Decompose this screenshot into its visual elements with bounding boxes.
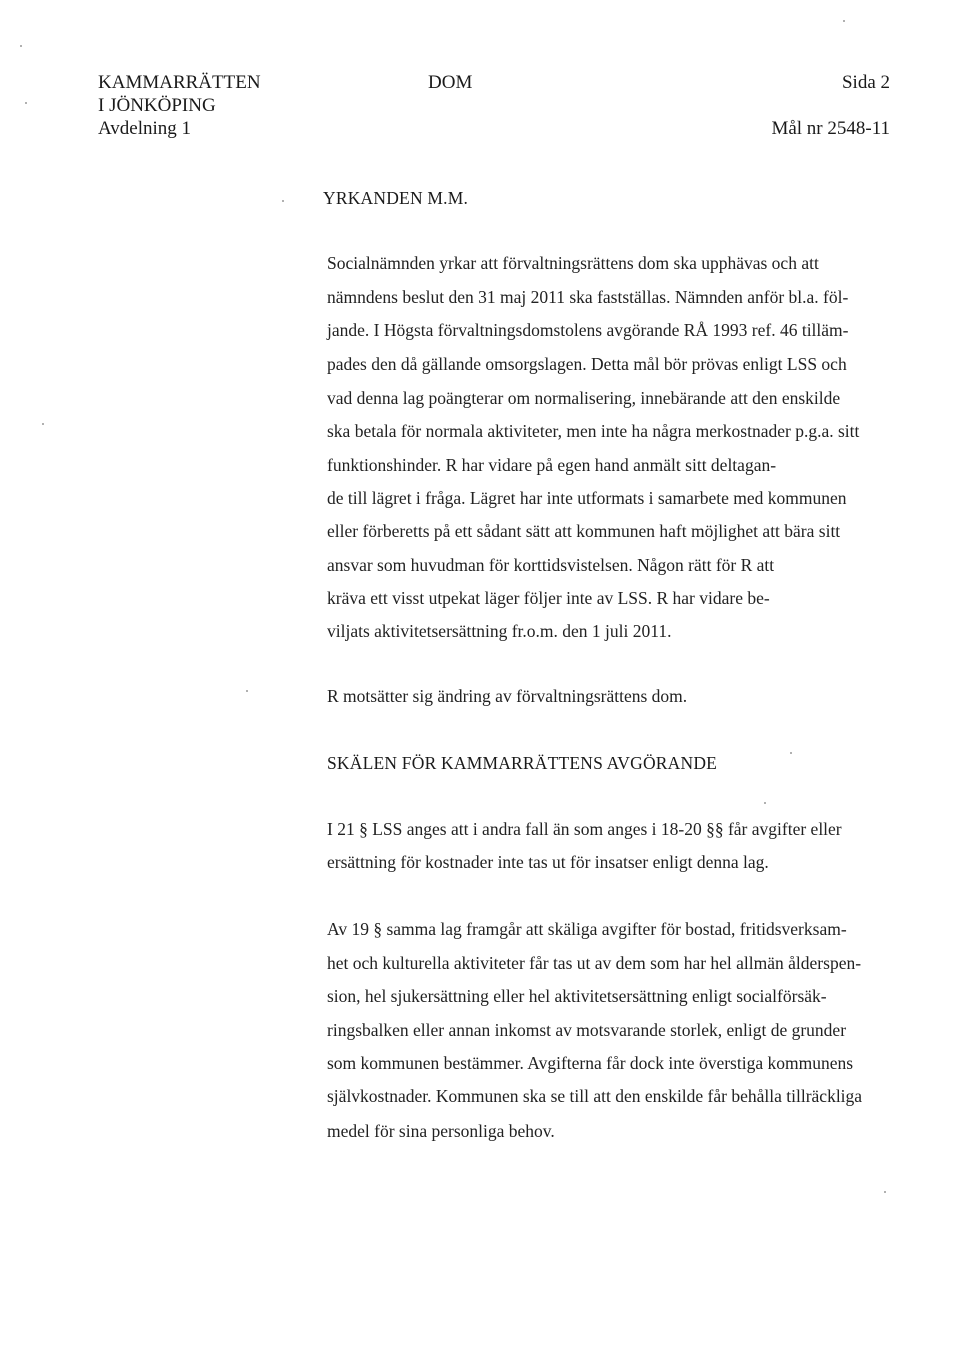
text-line: sion, hel sjukersättning eller hel aktivitetsersättning enligt socialförsäk-	[327, 986, 827, 1006]
page-number: Sida 2	[841, 72, 890, 93]
text-line: viljats aktivitetsersättning fr.o.m. den 1 juli 2011.	[327, 621, 672, 641]
scan-speck	[246, 690, 248, 692]
text-line: jande. I Högsta förvaltningsdomstolens avgörande RÅ 1993 ref. 46 tilläm-	[327, 320, 849, 340]
text-line: ansvar som huvudman för korttidsvistelsen. Någon rätt för R att	[327, 555, 775, 575]
scan-speck	[884, 1191, 886, 1193]
text-line: eller förberetts på ett sådant sätt att kommunen haft möjlighet att bära sitt	[327, 521, 841, 541]
scan-speck	[764, 802, 766, 804]
scan-speck	[843, 20, 845, 22]
section-heading-claims: YRKANDEN M.M.	[323, 188, 469, 208]
court-name-line2: I JÖNKÖPING	[98, 95, 216, 116]
text-line: I 21 § LSS anges att i andra fall än som anges i 18-20 §§ får avgifter eller	[327, 819, 842, 839]
court-name-line1: KAMMARRÄTTEN	[98, 72, 261, 93]
text-line: som kommunen bestämmer. Avgifterna får dock inte överstiga kommunens	[327, 1053, 854, 1073]
section-heading-reasons: SKÄLEN FÖR KAMMARRÄTTENS AVGÖRANDE	[327, 753, 718, 773]
text-line: funktionshinder. R har vidare på egen hand anmält sitt deltagan-	[327, 455, 777, 475]
case-number: Mål nr 2548-11	[771, 118, 890, 139]
scan-speck	[25, 102, 27, 104]
text-line: ersättning för kostnader inte tas ut för insatser enligt denna lag.	[327, 852, 769, 872]
scan-speck	[42, 423, 44, 425]
text-line: pades den då gällande omsorgslagen. Detta mål bör prövas enligt LSS och	[327, 354, 847, 374]
scan-speck	[20, 45, 22, 47]
text-line: nämndens beslut den 31 maj 2011 ska fastställas. Nämnden anför bl.a. föl-	[327, 287, 849, 307]
text-line: de till lägret i fråga. Lägret har inte utformats i samarbete med kommunen	[327, 488, 847, 508]
text-line: Av 19 § samma lag framgår att skäliga avgifter för bostad, fritidsverksam-	[327, 919, 847, 939]
text-line: vad denna lag poängterar om normalisering, innebärande att den enskilde	[327, 388, 841, 408]
text-line: Socialnämnden yrkar att förvaltningsrättens dom ska upphävas och att	[327, 253, 819, 273]
text-line: het och kulturella aktiviteter får tas ut av dem som har hel allmän ålderspen-	[327, 953, 862, 973]
text-line: ringsbalken eller annan inkomst av motsvarande storlek, enligt de grunder	[327, 1020, 847, 1040]
response-paragraph: R motsätter sig ändring av förvaltningsrättens dom.	[327, 686, 688, 706]
text-line: ska betala för normala aktiviteter, men inte ha några merkostnader p.g.a. sitt	[327, 421, 860, 441]
document-type: DOM	[428, 72, 473, 93]
text-line: självkostnader. Kommunen ska se till att den enskilde får behålla tillräckliga	[327, 1086, 863, 1106]
scan-speck	[282, 200, 284, 202]
department-label: Avdelning 1	[98, 118, 192, 139]
text-line: medel för sina personliga behov.	[327, 1121, 555, 1141]
scan-speck	[790, 752, 792, 754]
text-line: kräva ett visst utpekat läger följer inte av LSS. R har vidare be-	[327, 588, 770, 608]
